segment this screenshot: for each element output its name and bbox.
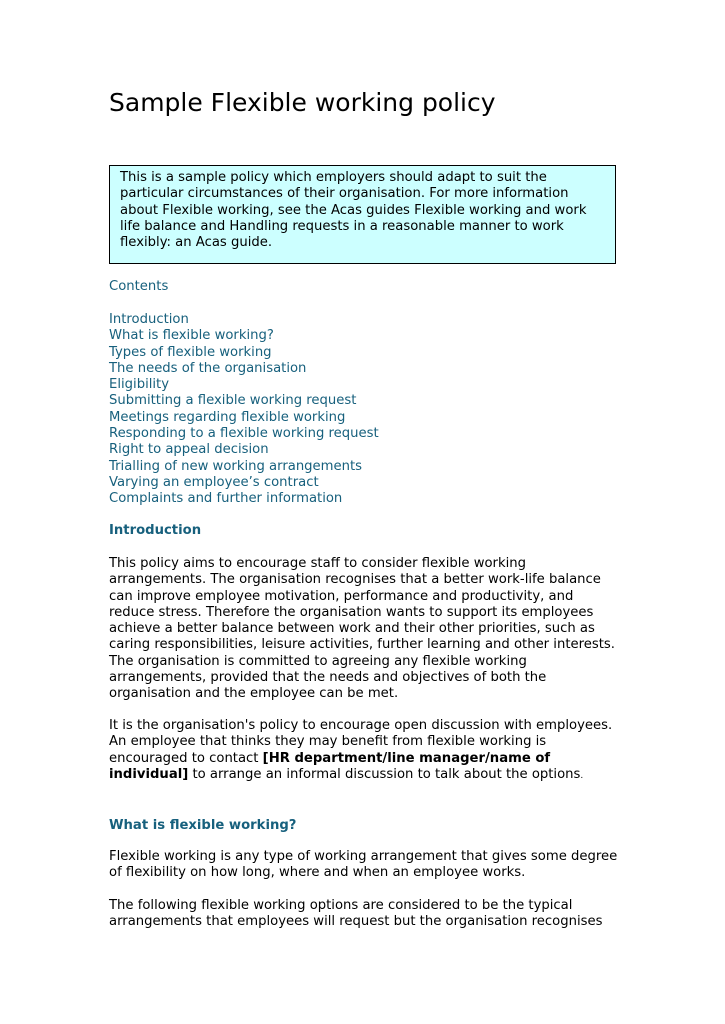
page-title: Sample Flexible working policy [109, 88, 496, 117]
toc-link-meetings[interactable]: Meetings regarding flexible working [109, 409, 346, 425]
intro-para2-period: . [580, 770, 584, 781]
notice-box [109, 165, 616, 264]
toc-link-responding-to-request[interactable]: Responding to a flexible working request [109, 426, 379, 442]
section-heading-introduction: Introduction [109, 523, 202, 538]
toc-link-complaints[interactable]: Complaints and further information [109, 491, 343, 507]
toc-link-what-is-flexible-working[interactable]: What is flexible working? [109, 328, 274, 344]
intro-para2-text-end: to arrange an informal discussion to talk about the options [188, 766, 581, 782]
intro-para2-contact-placeholder: [HR department/line manager/name of individual] [109, 750, 551, 782]
what-is-paragraph-1: Flexible working is any type of working arrangement that gives some degree of flexibility on how long, where and when an employee works. [109, 849, 618, 881]
introduction-paragraph-1: This policy aims to encourage staff to consider flexible working arrangements. The organisation recognises that a better work-life balance can improve employee motivation, performance and productivity, and reduce stress. Therefore the organisation wants to support its employees achieve a better balance between work and their other priorities, such as caring responsibilities, leisure activities, further learning and other interests. The organisation is committed to agreeing any flexible working arrangements, provided that the needs and objectives of both the organisation and the employee can be met. [109, 556, 615, 702]
toc-link-trialling[interactable]: Trialling of new working arrangements [109, 458, 363, 474]
toc-link-right-to-appeal[interactable]: Right to appeal decision [109, 442, 269, 458]
toc-link-needs-of-organisation[interactable]: The needs of the organisation [109, 360, 307, 376]
toc-link-eligibility[interactable]: Eligibility [109, 377, 170, 393]
toc-link-submitting-request[interactable]: Submitting a flexible working request [109, 393, 357, 409]
what-is-paragraph-2: The following flexible working options are considered to be the typical arrangements that employees will request but the organisation recognises [109, 898, 603, 930]
contents-heading: Contents [109, 279, 169, 294]
intro-para2-text: It is the organisation's policy to encourage open discussion with employees. An employee that thinks they may benefit from flexible working is encouraged to contact [109, 718, 613, 766]
toc-link-varying-contract[interactable]: Varying an employee’s contract [109, 474, 319, 490]
table-of-contents [109, 312, 379, 508]
toc-link-introduction[interactable]: Introduction [109, 312, 189, 327]
notice-text: This is a sample policy which employers should adapt to suit the particular circumstances of their organisation. For more information about Flexible working, see the Acas guides Flexible working and work life balance and Handling requests in a reasonable manner to work flexibly: an Acas guide. [120, 170, 587, 251]
toc-link-types-of-flexible-working[interactable]: Types of flexible working [109, 344, 272, 360]
section-heading-what-is-flexible-working: What is flexible working? [109, 818, 297, 833]
introduction-paragraph-2 [109, 718, 619, 784]
